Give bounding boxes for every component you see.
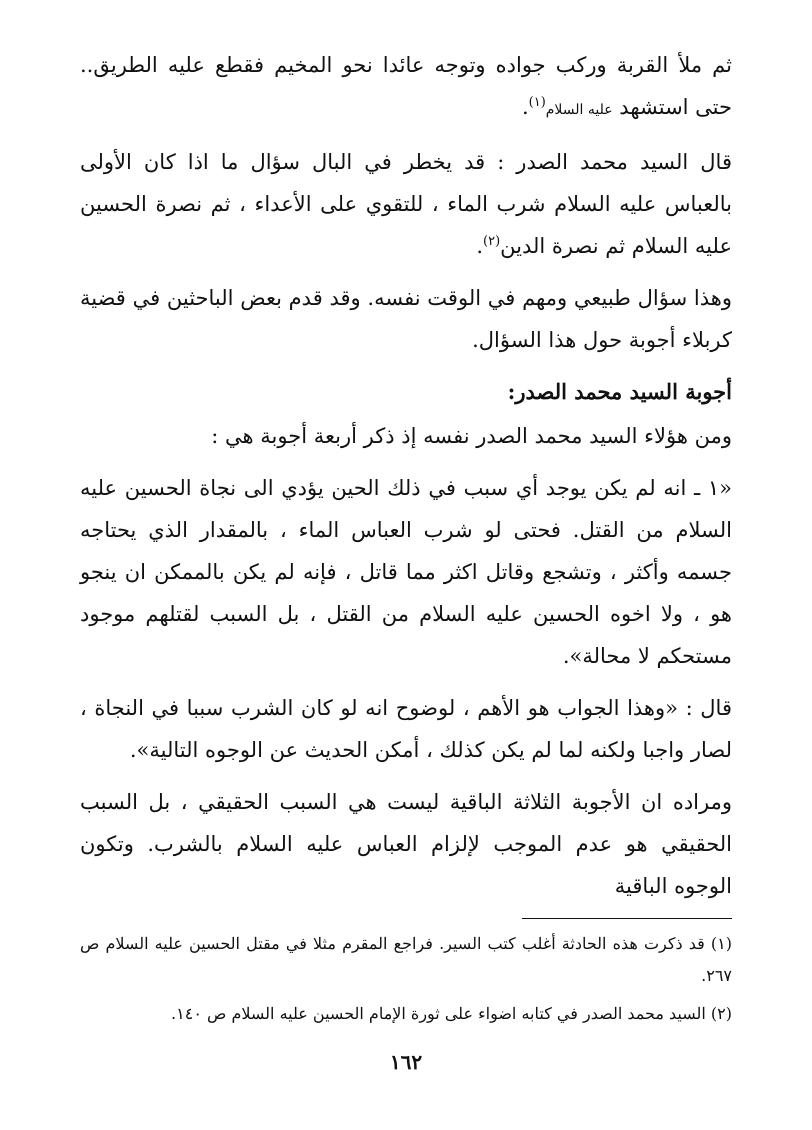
footnote-1: (١) قد ذكرت هذه الحادثة أغلب كتب السير. فراجع المقرم مثلا في مقتل الحسين عليه السلام ص ٢٦٧. (80, 934, 732, 985)
paragraph-2 (80, 141, 732, 267)
paragraph-3 (80, 277, 732, 361)
footnote-2: (٢) السيد محمد الصدر في كتابه اضواء على ثورة الإمام الحسين عليه السلام ص ١٤٠. (171, 1004, 732, 1023)
paragraph-3-text: وهذا سؤال طبيعي ومهم في الوقت نفسه. وقد قدم بعض الباحثين في قضية كربلاء أجوبة حول هذا السؤال. (80, 286, 732, 352)
section-heading: أجوبة السيد محمد الصدر: (507, 379, 732, 404)
paragraph-2-text: قال السيد محمد الصدر : قد يخطر في البال سؤال ما اذا كان الأولى بالعباس عليه السلام شرب الماء ، للتقوي على الأعداء ، ثم نصرة الحسين عليه السلام ثم نصرة الدين (80, 150, 732, 258)
footnote-ref-1[interactable]: (١) (528, 95, 546, 110)
paragraph-7: ومراده ان الأجوبة الثلاثة الباقية ليست هي السبب الحقيقي ، بل السبب الحقيقي هو عدم الموجب لإلزام العباس عليه السلام بالشرب. وتكون الوجوه الباقية (80, 790, 733, 898)
footnotes (80, 928, 732, 1036)
paragraph-1-text: ثم ملأ القربة وركب جواده وتوجه عائدا نحو المخيم فقطع عليه الطريق.. حتى استشهد (80, 53, 732, 119)
footnote-divider (522, 918, 732, 919)
paragraph-1 (80, 44, 732, 131)
paragraph-6: قال : «وهذا الجواب هو الأهم ، لوضوح انه لو كان الشرب سببا في النجاة ، لصار واجبا ولكنه لما لم يكن كذلك ، أمكن الحديث عن الوجوه التالية». (80, 696, 732, 762)
honorific: عليه السلام (545, 102, 613, 118)
main-text (80, 44, 732, 917)
paragraph-5: «١ ـ انه لم يكن يوجد أي سبب في ذلك الحين يؤدي الى نجاة الحسين عليه السلام من القتل. فحتى لو شرب العباس الماء ، بالمقدار الذي يحتاجه جسمه وأكثر ، وتشجع وقاتل اكثر مما قاتل ، فإنه لم يكن بالممكن ان ينجو هو ، ولا اخوه الحسين عليه السلام من القتل ، بل السبب لقتلهم موجود مستحكم لا محالة». (80, 476, 732, 668)
paragraph-4: ومن هؤلاء السيد محمد الصدر نفسه إذ ذكر أربعة أجوبة هي : (211, 424, 732, 448)
footnote-ref-2[interactable]: (٢) (483, 234, 501, 249)
page-number: ١٦٢ (389, 1050, 423, 1074)
paragraph-2-tail: . (476, 234, 484, 258)
paragraph-1-tail: . (521, 95, 529, 119)
